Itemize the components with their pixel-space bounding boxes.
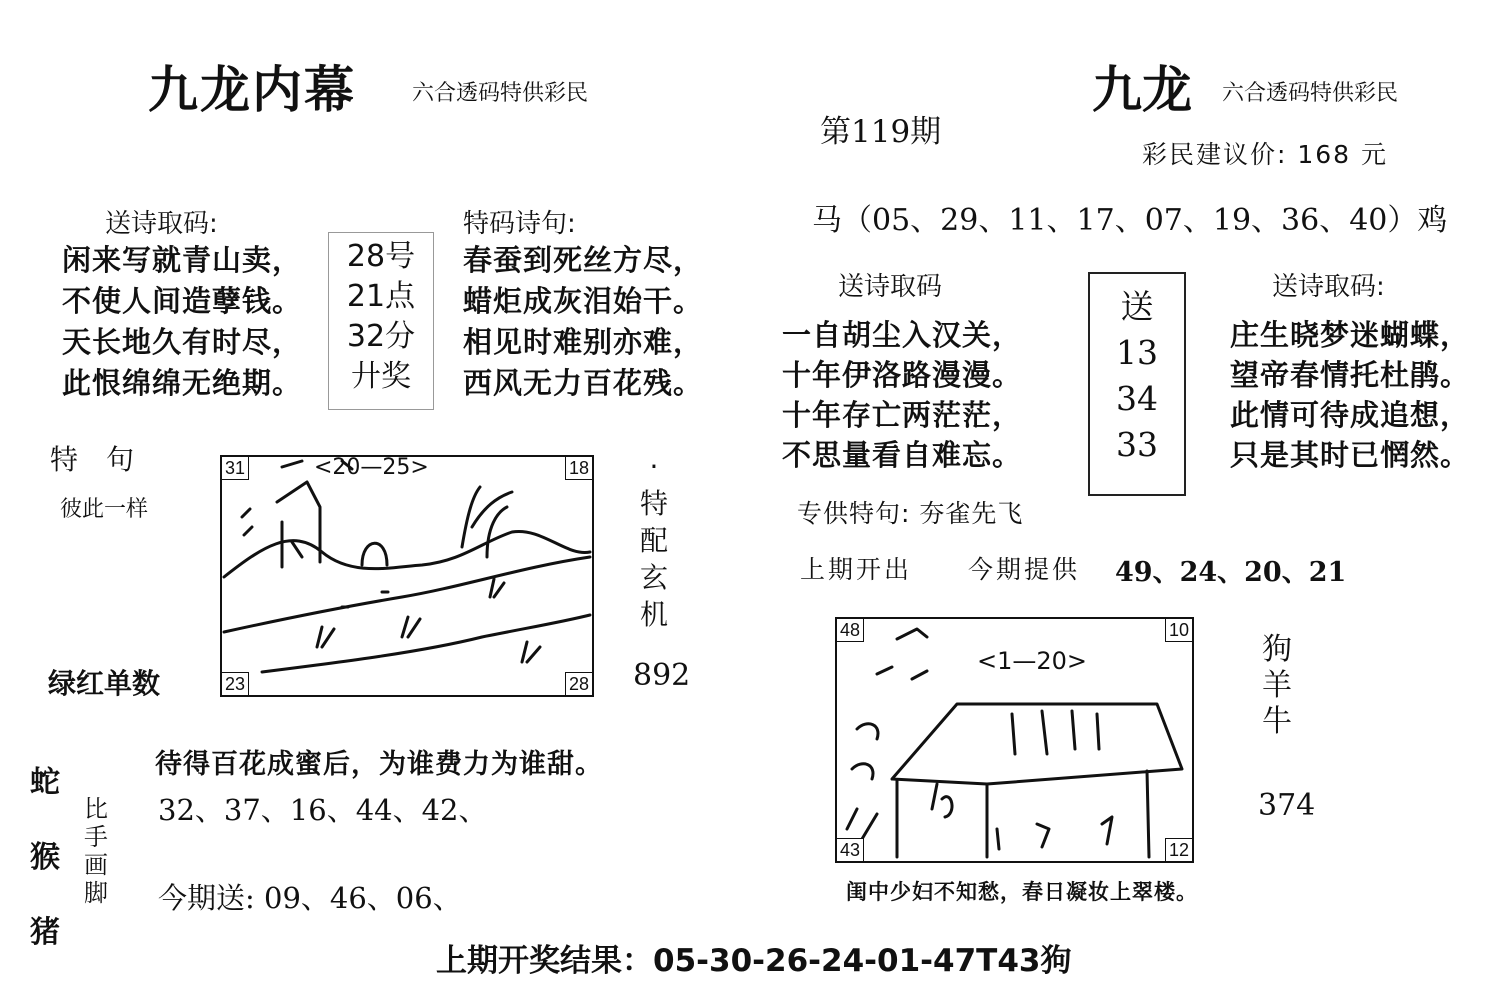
corner-number: 23	[221, 672, 249, 696]
side-char: 配	[640, 524, 669, 557]
number-892: 892	[633, 658, 691, 693]
corner-number: 12	[1165, 838, 1193, 862]
schedule-box	[328, 232, 434, 410]
side-char: 特	[640, 487, 669, 520]
corner-number: 28	[565, 672, 593, 696]
poem4-line: 只是其时已惘然。	[1230, 438, 1471, 472]
right-title: 九龙	[1092, 60, 1192, 119]
te-ju-text: 彼此一样	[60, 497, 149, 522]
number-374: 374	[1258, 788, 1316, 823]
zodiac-char: 牛	[1262, 704, 1292, 739]
right-picture-scribble: <1—20>	[977, 647, 1088, 675]
left-picture	[220, 455, 594, 697]
poem1-label: 送诗取码:	[105, 209, 218, 239]
zhuan-gong-te-ju: 专供特句: 夯雀先飞	[797, 499, 1024, 528]
lv-hong-dan-shu: 绿红单数	[48, 667, 161, 700]
poem3-line: 十年伊洛路漫漫。	[782, 358, 1023, 392]
bi-shou-char: 比	[84, 795, 108, 823]
poem2-line: 春蚕到死丝方尽，	[463, 243, 704, 277]
left-picture-scribble: <20—25>	[314, 455, 429, 480]
poem4-line: 庄生晓梦迷蝴蝶，	[1230, 318, 1471, 352]
poem1-line: 闲来写就青山卖，	[62, 243, 303, 277]
jin-qi-ti-gong: 今期提供	[968, 555, 1081, 584]
song-box	[1088, 272, 1186, 496]
poem1-line: 此恨绵绵无绝期。	[62, 366, 303, 400]
bi-shou-char: 脚	[84, 879, 108, 907]
bi-shou-char: 手	[84, 823, 108, 851]
poem4-line: 望帝春情托杜鹃。	[1230, 358, 1471, 392]
right-subtitle: 六合透码特供彩民	[1222, 81, 1399, 106]
song-number: 34	[1116, 379, 1158, 418]
poem3-label: 送诗取码	[838, 272, 943, 302]
poem2-line: 蜡炬成灰泪始干。	[463, 284, 704, 318]
poem4-line: 此情可待成追想，	[1230, 398, 1471, 432]
te-ju-label: 特 句	[50, 443, 135, 476]
zodiac-char: 猪	[30, 915, 60, 950]
ma-line: 马（05、29、11、17、07、19、36、40）鸡	[812, 203, 1448, 238]
right-zodiac-vertical	[1262, 632, 1292, 740]
poem4	[1230, 315, 1470, 475]
corner-number: 43	[836, 838, 864, 862]
zodiac-char: 羊	[1262, 668, 1292, 703]
corner-number: 18	[565, 456, 593, 480]
left-sketch-landscape	[222, 457, 592, 695]
left-title: 九龙内幕	[148, 60, 356, 119]
side-vertical-text	[640, 448, 668, 633]
verse-line: 待得百花成蜜后，为谁费力为谁甜。	[155, 749, 603, 780]
schedule-draw: 廾奖	[351, 359, 411, 394]
song-label: 送	[1120, 287, 1154, 326]
poem3-line: 不思量看自难忘。	[782, 438, 1023, 472]
poem2	[463, 240, 703, 404]
poem3-line: 十年存亡两茫茫，	[782, 398, 1023, 432]
poem3	[782, 315, 1022, 475]
schedule-date: 28号	[346, 239, 416, 274]
side-char: ·	[649, 450, 659, 483]
ti-gong-numbers: 49、24、20、21	[1115, 557, 1347, 588]
schedule-hour: 21点	[346, 279, 416, 314]
zodiac-char: 蛇	[30, 765, 60, 800]
poem2-line: 相见时难别亦难，	[463, 325, 704, 359]
poem4-label: 送诗取码:	[1272, 272, 1385, 302]
poem3-line: 一自胡尘入汉关，	[782, 318, 1023, 352]
issue-number: 第119期	[820, 114, 942, 150]
song-number: 33	[1116, 425, 1158, 464]
suggested-price: 彩民建议价: 168 元	[1142, 140, 1389, 169]
left-subtitle: 六合透码特供彩民	[412, 81, 589, 106]
side-char: 玄	[640, 561, 669, 594]
schedule-minute: 32分	[346, 319, 416, 354]
last-draw-result: 上期开奖结果：05-30-26-24-01-47T43狗	[436, 943, 1072, 979]
right-caption: 闺中少妇不知愁，春日凝妆上翠楼。	[846, 880, 1198, 904]
poem1-line: 不使人间造孽钱。	[62, 284, 303, 318]
corner-number: 10	[1165, 618, 1193, 642]
bi-shou-char: 画	[84, 851, 108, 879]
zodiac-char: 狗	[1262, 632, 1292, 667]
corner-number: 48	[836, 618, 864, 642]
numbers-line: 32、37、16、44、42、	[158, 793, 488, 827]
zodiac-char: 猴	[30, 840, 60, 875]
poem1-line: 天长地久有时尽，	[62, 325, 303, 359]
right-picture	[835, 617, 1194, 863]
side-char: 机	[640, 598, 669, 631]
song-number: 13	[1116, 333, 1158, 372]
shang-qi-kai-chu: 上期开出	[800, 555, 913, 584]
poem1	[62, 240, 302, 404]
poem2-line: 西风无力百花残。	[463, 366, 704, 400]
poem2-label: 特码诗句:	[463, 209, 576, 239]
bi-shou-hua-jiao	[84, 795, 108, 907]
left-zodiac-vertical	[30, 745, 60, 970]
corner-number: 31	[221, 456, 249, 480]
jin-qi-song: 今期送: 09、46、06、	[158, 881, 462, 915]
